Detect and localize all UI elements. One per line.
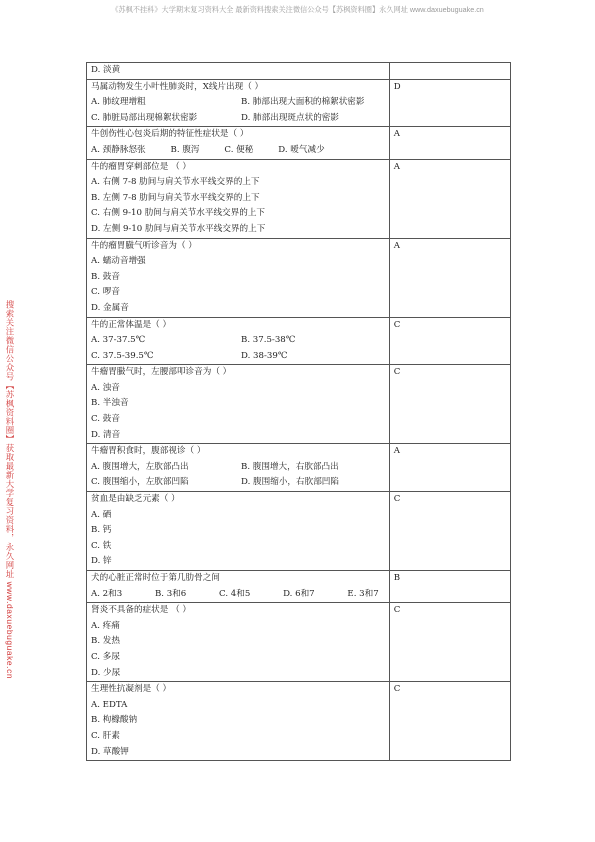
question-row bbox=[87, 682, 511, 761]
question-row bbox=[87, 317, 511, 365]
option: B. 肺部出现大面积的棉絮状密影 bbox=[241, 97, 365, 108]
question-text: 牛的瘤胃臌气听诊音为（ ） bbox=[91, 240, 197, 251]
question-text: 马属动物发生小叶性肺炎时，X线片出现（ ） bbox=[91, 81, 264, 92]
answer-cell: A bbox=[389, 444, 510, 492]
option: C. 右侧 9-10 肋间与肩关节水平线交界的上下 bbox=[91, 208, 266, 219]
option: B. 左侧 7-8 肋间与肩关节水平线交界的上下 bbox=[91, 192, 260, 203]
side-watermark: 搜索关注微信公众号【苏枫资料圈】获取最新大学复习资料，永久网址 www.daxuebuguake.cn bbox=[5, 300, 15, 680]
question-text: 犬的心脏正常时位于第几肋骨之间 bbox=[91, 573, 220, 583]
option: D. 38-39℃ bbox=[241, 350, 288, 361]
question-text: 牛瘤胃臌气时，左腰部叩诊音为（ ） bbox=[91, 367, 232, 378]
question-cell bbox=[87, 365, 390, 444]
question-row bbox=[87, 444, 511, 492]
question-cell bbox=[87, 238, 390, 317]
option: A. EDTA bbox=[91, 699, 128, 710]
question-cell bbox=[87, 63, 390, 80]
option: B. 枸橼酸钠 bbox=[91, 715, 138, 726]
answer-cell: C bbox=[389, 492, 510, 571]
option: C. 腹围缩小，左肷部凹陷 bbox=[91, 477, 189, 488]
option: C. 多尿 bbox=[91, 651, 120, 662]
question-text: 贫血是由缺乏元素（ ） bbox=[91, 494, 180, 505]
option: B. 腹围增大，右肷部凸出 bbox=[241, 461, 339, 472]
option: A. 37-37.5℃ bbox=[91, 335, 146, 346]
question-text: 牛的瘤胃穿刺部位是 （ ） bbox=[91, 161, 191, 172]
option: D. 肺部出现斑点状的密影 bbox=[241, 112, 339, 123]
option: B. 3和6 bbox=[154, 588, 187, 599]
question-table bbox=[86, 62, 511, 761]
option: C. 鼓音 bbox=[91, 414, 120, 425]
option: A. 蠕动音增强 bbox=[91, 256, 146, 267]
question-row bbox=[87, 365, 511, 444]
question-row bbox=[87, 571, 511, 603]
question-row bbox=[87, 79, 511, 127]
option: C. 啰音 bbox=[91, 287, 120, 298]
question-text: 肾炎不具备的症状是 （ ） bbox=[91, 605, 191, 616]
answer-cell: C bbox=[389, 317, 510, 365]
option: A. 疼痛 bbox=[91, 620, 120, 631]
question-row bbox=[87, 159, 511, 238]
question-cell bbox=[87, 79, 390, 127]
answer-cell: B bbox=[389, 571, 510, 603]
option: C. 铁 bbox=[91, 540, 112, 551]
question-row bbox=[87, 63, 511, 80]
page-header: 《苏枫不挂科》大学期末复习资料大全 最新资料搜索关注微信公众号【苏枫资料圈】永久网址 www.daxuebuguake.cn bbox=[111, 5, 484, 14]
option: D. 金属音 bbox=[91, 302, 129, 313]
option: C. 4和5 bbox=[219, 588, 251, 599]
question-row bbox=[87, 492, 511, 571]
option: D. 草酸钾 bbox=[91, 746, 129, 757]
option: D. 6和7 bbox=[283, 588, 315, 599]
question-cell bbox=[87, 127, 390, 159]
answer-cell: C bbox=[389, 682, 510, 761]
question-row bbox=[87, 603, 511, 682]
option: B. 钙 bbox=[91, 525, 112, 536]
option: D. 清音 bbox=[91, 429, 121, 440]
option: B. 发热 bbox=[91, 636, 120, 647]
option: A. 2和3 bbox=[91, 588, 123, 599]
question-row bbox=[87, 238, 511, 317]
answer-cell: D bbox=[389, 79, 510, 127]
question-cell bbox=[87, 571, 390, 603]
answer-cell: A bbox=[389, 159, 510, 238]
answer-cell: C bbox=[389, 365, 510, 444]
answer-cell: C bbox=[389, 603, 510, 682]
option: D. 锌 bbox=[91, 556, 112, 567]
option: A. 颈静脉怒张 bbox=[91, 144, 146, 155]
option: A. 浊音 bbox=[91, 382, 120, 393]
question-text: 牛创伤性心包炎后期的特征性症状是（ ） bbox=[91, 129, 249, 140]
answer-cell: A bbox=[389, 238, 510, 317]
answer-cell bbox=[389, 63, 510, 80]
question-text: 生理性抗凝剂是（ ） bbox=[91, 684, 172, 695]
option: C. 便秘 bbox=[224, 144, 254, 155]
option: C. 37.5-39.5℃ bbox=[91, 350, 154, 361]
question-cell bbox=[87, 317, 390, 365]
option: D. 嗳气减少 bbox=[278, 144, 325, 155]
option: B. 37.5-38℃ bbox=[241, 335, 296, 346]
option: B. 半浊音 bbox=[91, 398, 129, 409]
option: C. 肺脏局部出现棉絮状密影 bbox=[91, 112, 198, 123]
question-text: 牛的正常体温是（ ） bbox=[91, 319, 172, 330]
answer-cell: A bbox=[389, 127, 510, 159]
option: D. 左侧 9-10 肋间与肩关节水平线交界的上下 bbox=[91, 223, 266, 234]
option: E. 3和7 bbox=[347, 588, 379, 599]
option: A. 硒 bbox=[91, 509, 112, 520]
option: A. 肺纹理增粗 bbox=[91, 97, 146, 108]
option: A. 腹围增大，左肷部凸出 bbox=[91, 461, 189, 472]
option: C. 肝素 bbox=[91, 730, 120, 741]
question-row bbox=[87, 127, 511, 159]
question-cell bbox=[87, 603, 390, 682]
option: D. 腹围缩小，右肷部凹陷 bbox=[241, 477, 339, 488]
question-cell bbox=[87, 444, 390, 492]
question-cell bbox=[87, 682, 390, 761]
option: B. 鼓音 bbox=[91, 271, 120, 282]
option: A. 右侧 7-8 肋间与肩关节水平线交界的上下 bbox=[91, 177, 260, 188]
question-cell bbox=[87, 492, 390, 571]
question-cell bbox=[87, 159, 390, 238]
option: D. 少尿 bbox=[91, 667, 121, 678]
question-text: 牛瘤胃积食时，腹部视诊（ ） bbox=[91, 446, 206, 457]
option: B. 腹泻 bbox=[170, 144, 200, 155]
option: D. 淡黄 bbox=[91, 65, 121, 75]
